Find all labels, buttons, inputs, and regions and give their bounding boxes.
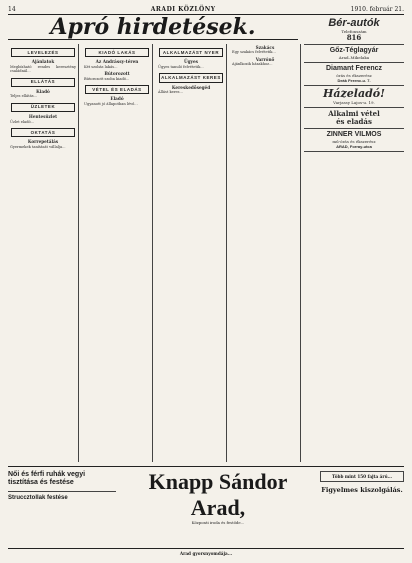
ad-headline: ZINNER VILMOS — [326, 131, 382, 138]
section — [230, 58, 300, 67]
ad-subline: és eladás — [336, 117, 372, 126]
ad-headline: Gőz-Téglagyár — [329, 47, 379, 54]
ad-text: Állást keres... — [158, 90, 183, 95]
bottom-right-headline: Figyelmes kiszolgálás. — [321, 486, 403, 494]
ad-zinner — [304, 129, 404, 152]
ad-title: Eladó — [110, 96, 124, 102]
bottom-center-headline: Knapp Sándor Arad, — [148, 469, 288, 520]
ad-alkalmi-vetel — [304, 108, 404, 129]
classifieds-masthead: Apró hirdetések. — [8, 15, 298, 40]
section-heading: ALKALMAZÁST KERES — [159, 73, 223, 82]
ad-subline: Arad–Mikelaka — [338, 55, 370, 60]
section — [8, 78, 78, 99]
ad-text: Gyermekek tanítását vállalja... — [10, 144, 66, 149]
bottom-right-ad — [320, 471, 404, 494]
ad-subline: órás és ékszerész — [336, 73, 372, 78]
ad-title: Ügyes — [183, 59, 199, 65]
ad-text: Megbízható rendes keresztény családnál... — [10, 64, 76, 74]
column-4 — [230, 44, 301, 462]
ad-text: Teljes ellátás... — [10, 94, 38, 99]
ad-title: Varrónő — [255, 56, 275, 62]
section — [8, 48, 78, 74]
newspaper-name: ARADI KÖZLÖNY — [150, 5, 216, 13]
bottom-left-headline: Női és férfi ruhák vegyi tisztítása és festése — [8, 471, 86, 486]
ad-diamant — [304, 63, 404, 86]
page-number: 14 — [8, 5, 16, 13]
ad-text: Ugyanott jó állapotban lévő... — [84, 101, 138, 106]
ad-title: Korrepetálás — [27, 139, 59, 145]
ad-title: Hentesüzlet — [28, 114, 58, 120]
bottom-center-text: Központi iroda és festőde... — [191, 520, 245, 525]
ad-teglagyar — [304, 45, 404, 63]
section-heading: VÉTEL ÉS ELADÁS — [85, 85, 149, 94]
ad-title: Bútorozott — [104, 71, 130, 77]
section — [156, 48, 226, 69]
ad-title: Az Andrássy-téren — [95, 59, 139, 65]
issue-date: 1910. február 21. — [350, 5, 404, 13]
column-2 — [82, 44, 153, 462]
ad-title: Szakács — [255, 45, 275, 50]
printer-imprint: Arad gyorsnyomdája... — [8, 548, 404, 561]
ad-subline: mű-órás és ékszerész — [332, 139, 376, 144]
ad-text: Bútorozott szoba kiadó... — [84, 76, 130, 81]
ad-title: Kiadó — [36, 89, 50, 95]
ad-headline: Bér-autók — [328, 17, 380, 29]
bottom-left-ad — [8, 471, 116, 502]
bottom-left-subline: Struccztollak festése — [8, 491, 116, 502]
column-1 — [8, 44, 79, 462]
ad-subline: Telefonszám — [341, 29, 367, 34]
bottom-banner — [8, 466, 404, 545]
section-heading: OKTATÁS — [11, 128, 75, 137]
ad-subline: Varjassy Lajos-u. 19. — [333, 100, 375, 105]
section — [8, 103, 78, 124]
section — [82, 48, 152, 69]
section-heading: ÜZLETEK — [11, 103, 75, 112]
ad-headline: Alkalmi vétel — [328, 109, 380, 118]
section-heading: LEVELEZÉS — [11, 48, 75, 57]
ad-title: Kereskedősegéd — [171, 84, 211, 90]
ad-berautok — [304, 15, 404, 45]
ad-address: Deák Ferenc-u. 7. — [337, 78, 371, 83]
section-heading: KIADÓ LAKÁS — [85, 48, 149, 57]
bottom-center-ad — [120, 469, 316, 526]
ad-text: Két szobás lakás... — [84, 64, 118, 69]
section — [156, 73, 226, 94]
ad-text: Ügyes tanuló felvétetik... — [158, 64, 204, 69]
section — [82, 85, 152, 106]
bottom-right-text: Több mint 150 fajta árú... — [320, 471, 404, 482]
section — [8, 128, 78, 149]
section-heading: ALKALMAZÁST NYER — [159, 48, 223, 57]
section — [82, 72, 152, 81]
ad-headline: Házeladó! — [323, 87, 385, 100]
ad-address: ARAD, Forray-utca — [336, 144, 372, 149]
ad-title: Ajánlatok — [31, 59, 55, 65]
section — [230, 46, 300, 55]
display-ads-column — [304, 15, 404, 515]
section-heading: ELLÁTÁS — [11, 78, 75, 87]
ad-hazelado — [304, 86, 404, 108]
ad-phone: 816 — [346, 33, 362, 42]
ad-text: Ajánlkozik házakhoz... — [232, 62, 273, 67]
ad-text: Egy szakács felvétetik... — [232, 50, 276, 55]
ad-headline: Diamant Ferencz — [325, 65, 383, 72]
column-3 — [156, 44, 227, 462]
ad-text: Üzlet eladó... — [10, 119, 35, 124]
